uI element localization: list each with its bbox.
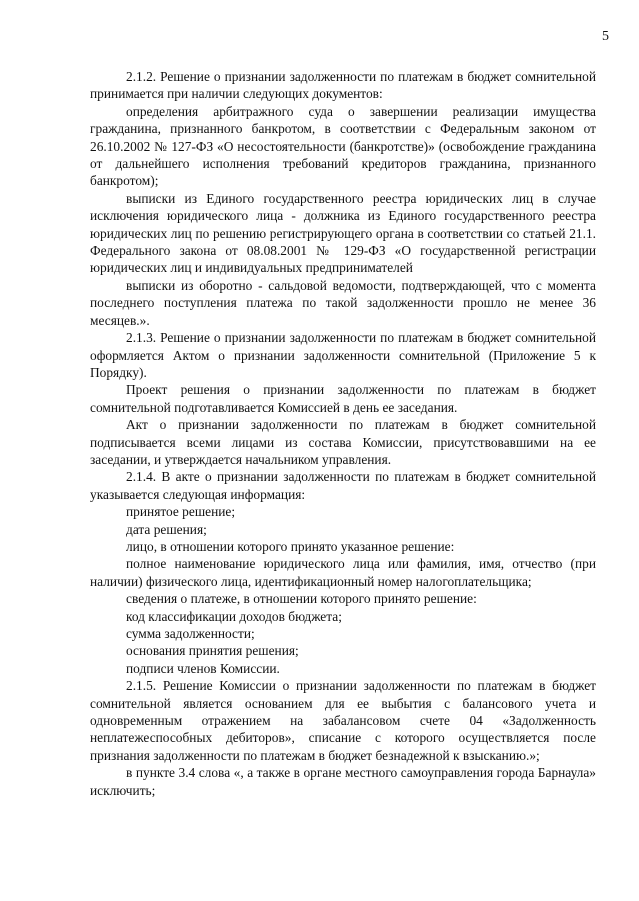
list-item: сведения о платеже, в отношении которого принято решение:: [126, 591, 477, 607]
document-body: [90, 68, 596, 799]
list-item: сумма задолженности;: [126, 626, 255, 641]
paragraph: выписки из Единого государственного реестра юридических лиц в случае исключения юридического лица - должника из Единого государственного реестра юридических лиц по решению регистрирующего органа в соответствии со статьей 21.1. Федерального закона от 08.08.2001 № 129-ФЗ «О государственной регистрации юридических лиц и индивидуальных предпринимателей: [90, 190, 596, 276]
page-number: 5: [602, 29, 609, 44]
paragraph: Акт о признании задолженности по платежам в бюджет сомнительной подписывается всеми лицами из состава Комиссии, присутствовавшими на ее заседании, и утверждается начальником управления.: [90, 417, 596, 467]
paragraph-2-1-3: 2.1.3. Решение о признании задолженности по платежам в бюджет сомнительной оформляется Актом о признании задолженности сомнительной (Приложение 5 к Порядку).: [90, 330, 596, 380]
paragraph-2-1-5: 2.1.5. Решение Комиссии о признании задолженности по платежам в бюджет сомнительной является основанием для ее выбытия с балансового учета и одновременным отражением на забалансовом счете 04 «Задолженность неплатежеспособных дебиторов», списание с которого осуществляется после признания задолженности по платежам в бюджет безнадежной к взысканию.»;: [90, 678, 596, 763]
paragraph-2-1-4: 2.1.4. В акте о признании задолженности по платежам в бюджет сомнительной указывается следующая информация:: [90, 469, 596, 502]
list-item: полное наименование юридического лица или фамилия, имя, отчество (при наличии) физического лица, идентификационный номер налогоплательщика;: [90, 556, 596, 589]
paragraph-2-1-2: 2.1.2. Решение о признании задолженности по платежам в бюджет сомнительной принимается при наличии следующих документов:: [90, 69, 596, 102]
paragraph: определения арбитражного суда о завершении реализации имущества гражданина, признанного банкротом, в соответствии с Федеральным законом от 26.10.2002 № 127-ФЗ «О несостоятельности (банкротстве)» (освобождение гражданина от дальнейшего исполнения требований кредиторов гражданина, признанного банкротом);: [90, 103, 596, 189]
list-item: код классификации доходов бюджета;: [126, 608, 342, 624]
list-item: лицо, в отношении которого принято указанное решение:: [126, 538, 455, 554]
list-item: принятое решение;: [126, 504, 236, 520]
list-item: основания принятия решения;: [126, 643, 299, 659]
paragraph: выписки из оборотно - сальдовой ведомости, подтверждающей, что с момента последнего поступления платежа по такой задолженности прошло не менее 36 месяцев.».: [90, 277, 596, 328]
paragraph: в пункте 3.4 слова «, а также в органе местного самоуправления города Барнаула» исключить;: [90, 765, 596, 798]
list-item: подписи членов Комиссии.: [126, 660, 280, 676]
list-item: дата решения;: [126, 521, 207, 537]
paragraph: Проект решения о признании задолженности по платежам в бюджет сомнительной подготавливается Комиссией в день ее заседания.: [90, 382, 596, 415]
